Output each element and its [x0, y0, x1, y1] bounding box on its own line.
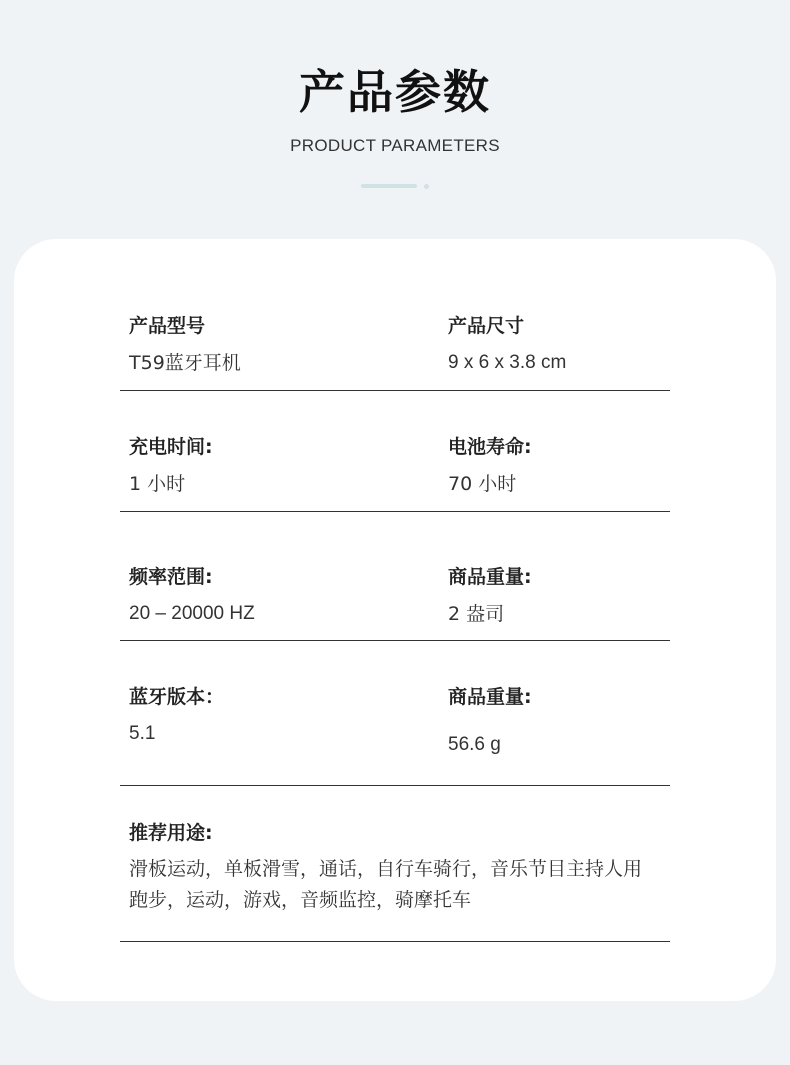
param-value: 56.6 g [448, 734, 501, 755]
param-weight-oz [448, 565, 532, 626]
param-label: 电池寿命: [448, 436, 532, 458]
decorative-dot [424, 184, 429, 189]
param-value: T59蓝牙耳机 [129, 352, 241, 374]
param-label: 产品尺寸 [448, 315, 525, 337]
usage-line: 跑步，运动，游戏，音频监控，骑摩托车 [129, 889, 472, 911]
decorative-bar [361, 184, 417, 188]
param-label: 充电时间: [129, 436, 213, 458]
param-value: 20 – 20000 HZ [129, 603, 255, 624]
param-usage-text [129, 854, 689, 916]
param-row-model-size [120, 314, 670, 391]
param-row-usage [120, 821, 670, 942]
param-label: 频率范围: [129, 566, 213, 588]
parameters-card [14, 239, 776, 1001]
param-value: 9 x 6 x 3.8 cm [448, 352, 567, 373]
page-title: 产品参数 [299, 65, 491, 119]
param-bluetooth [129, 685, 224, 746]
param-label: 商品重量: [448, 686, 532, 708]
param-model [129, 314, 241, 375]
param-battery-life [448, 435, 532, 496]
param-row-charge-battery [120, 435, 670, 512]
param-weight-g [448, 685, 532, 757]
param-frequency [129, 565, 255, 626]
param-charge-time [129, 435, 213, 496]
param-label: 商品重量: [448, 566, 532, 588]
page-subtitle: PRODUCT PARAMETERS [290, 136, 500, 155]
usage-line: 滑板运动，单板滑雪，通话，自行车骑行，音乐节目主持人用 [129, 858, 643, 880]
param-label: 产品型号 [129, 315, 206, 337]
param-value: 2 盎司 [448, 603, 505, 625]
param-value: 5.1 [129, 723, 156, 744]
param-value: 1 小时 [129, 473, 186, 495]
param-row-bluetooth-weight [120, 685, 670, 786]
param-value: 70 小时 [448, 473, 517, 495]
param-usage [129, 821, 689, 916]
param-row-frequency-weight [120, 565, 670, 641]
param-label: 蓝牙版本： [129, 686, 225, 708]
param-label: 推荐用途: [129, 822, 213, 844]
param-size [448, 314, 566, 375]
